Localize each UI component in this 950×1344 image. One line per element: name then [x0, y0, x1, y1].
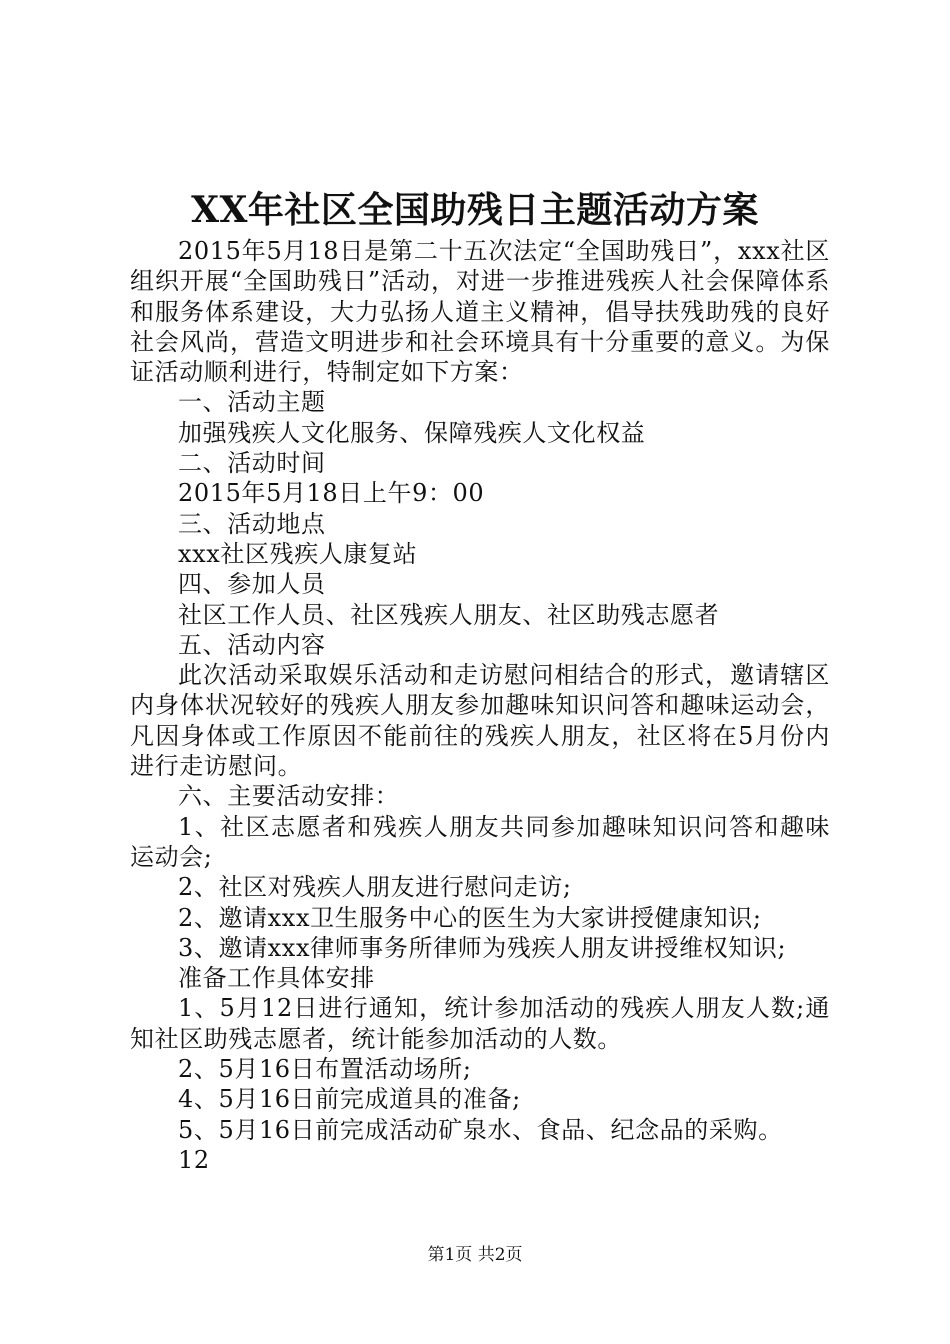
section-heading-location: 三、活动地点	[178, 509, 326, 538]
preparation-item: 4、5月16日前完成道具的准备;	[178, 1085, 521, 1114]
arrangement-item: 2、社区对残疾人朋友进行慰问走访;	[178, 873, 572, 902]
section-heading-preparation: 准备工作具体安排	[178, 964, 375, 993]
arrangement-item: 2、邀请xxx卫生服务中心的医生为大家讲授健康知识;	[178, 903, 762, 932]
arrangement-item: 3、邀请xxx律师事务所律师为残疾人朋友讲授维权知识;	[178, 933, 787, 962]
section-heading-participants: 四、参加人员	[178, 570, 326, 599]
preparation-item: 5、5月16日前完成活动矿泉水、食品、纪念品的采购。	[178, 1115, 783, 1144]
document-title: XX年社区全国助残日主题活动方案	[191, 189, 759, 231]
intro-paragraph: 2015年5月18日是第二十五次法定“全国助残日”，xxx社区组织开展“全国助残日”活动，对进一步推进残疾人社会保障体系和服务体系建设，大力弘扬人道主义精神，倡导扶残助残的良好社会风尚，营造文明进步和社会环境具有十分重要的意义。为保证活动顺利进行，特制定如下方案：	[130, 237, 830, 387]
page-footer: 第1页 共2页	[427, 1245, 523, 1265]
preparation-item: 1、5月12日进行通知，统计参加活动的残疾人朋友人数;通知社区助残志愿者，统计能参加活动的人数。	[130, 994, 830, 1053]
preparation-item: 2、5月16日布置活动场所;	[178, 1055, 472, 1084]
document-body	[130, 236, 830, 1175]
arrangement-item: 1、社区志愿者和残疾人朋友共同参加趣味知识问答和趣味运动会;	[130, 812, 830, 871]
participants-text: 社区工作人员、社区残疾人朋友、社区助残志愿者	[178, 600, 720, 629]
section-heading-content: 五、活动内容	[178, 630, 326, 659]
section-heading-time: 二、活动时间	[178, 449, 326, 478]
location-text: xxx社区残疾人康复站	[178, 539, 418, 568]
section-heading-arrangements: 六、主要活动安排：	[178, 782, 400, 811]
section-heading-theme: 一、活动主题	[178, 388, 326, 417]
theme-text: 加强残疾人文化服务、保障残疾人文化权益	[178, 418, 646, 447]
trailing-number: 12	[178, 1145, 210, 1174]
time-text: 2015年5月18日上午9：00	[178, 479, 485, 508]
content-text: 此次活动采取娱乐活动和走访慰问相结合的形式，邀请辖区内身体状况较好的残疾人朋友参加趣味知识问答和趣味运动会，凡因身体或工作原因不能前往的残疾人朋友，社区将在5月份内进行走访慰问。	[130, 661, 830, 781]
